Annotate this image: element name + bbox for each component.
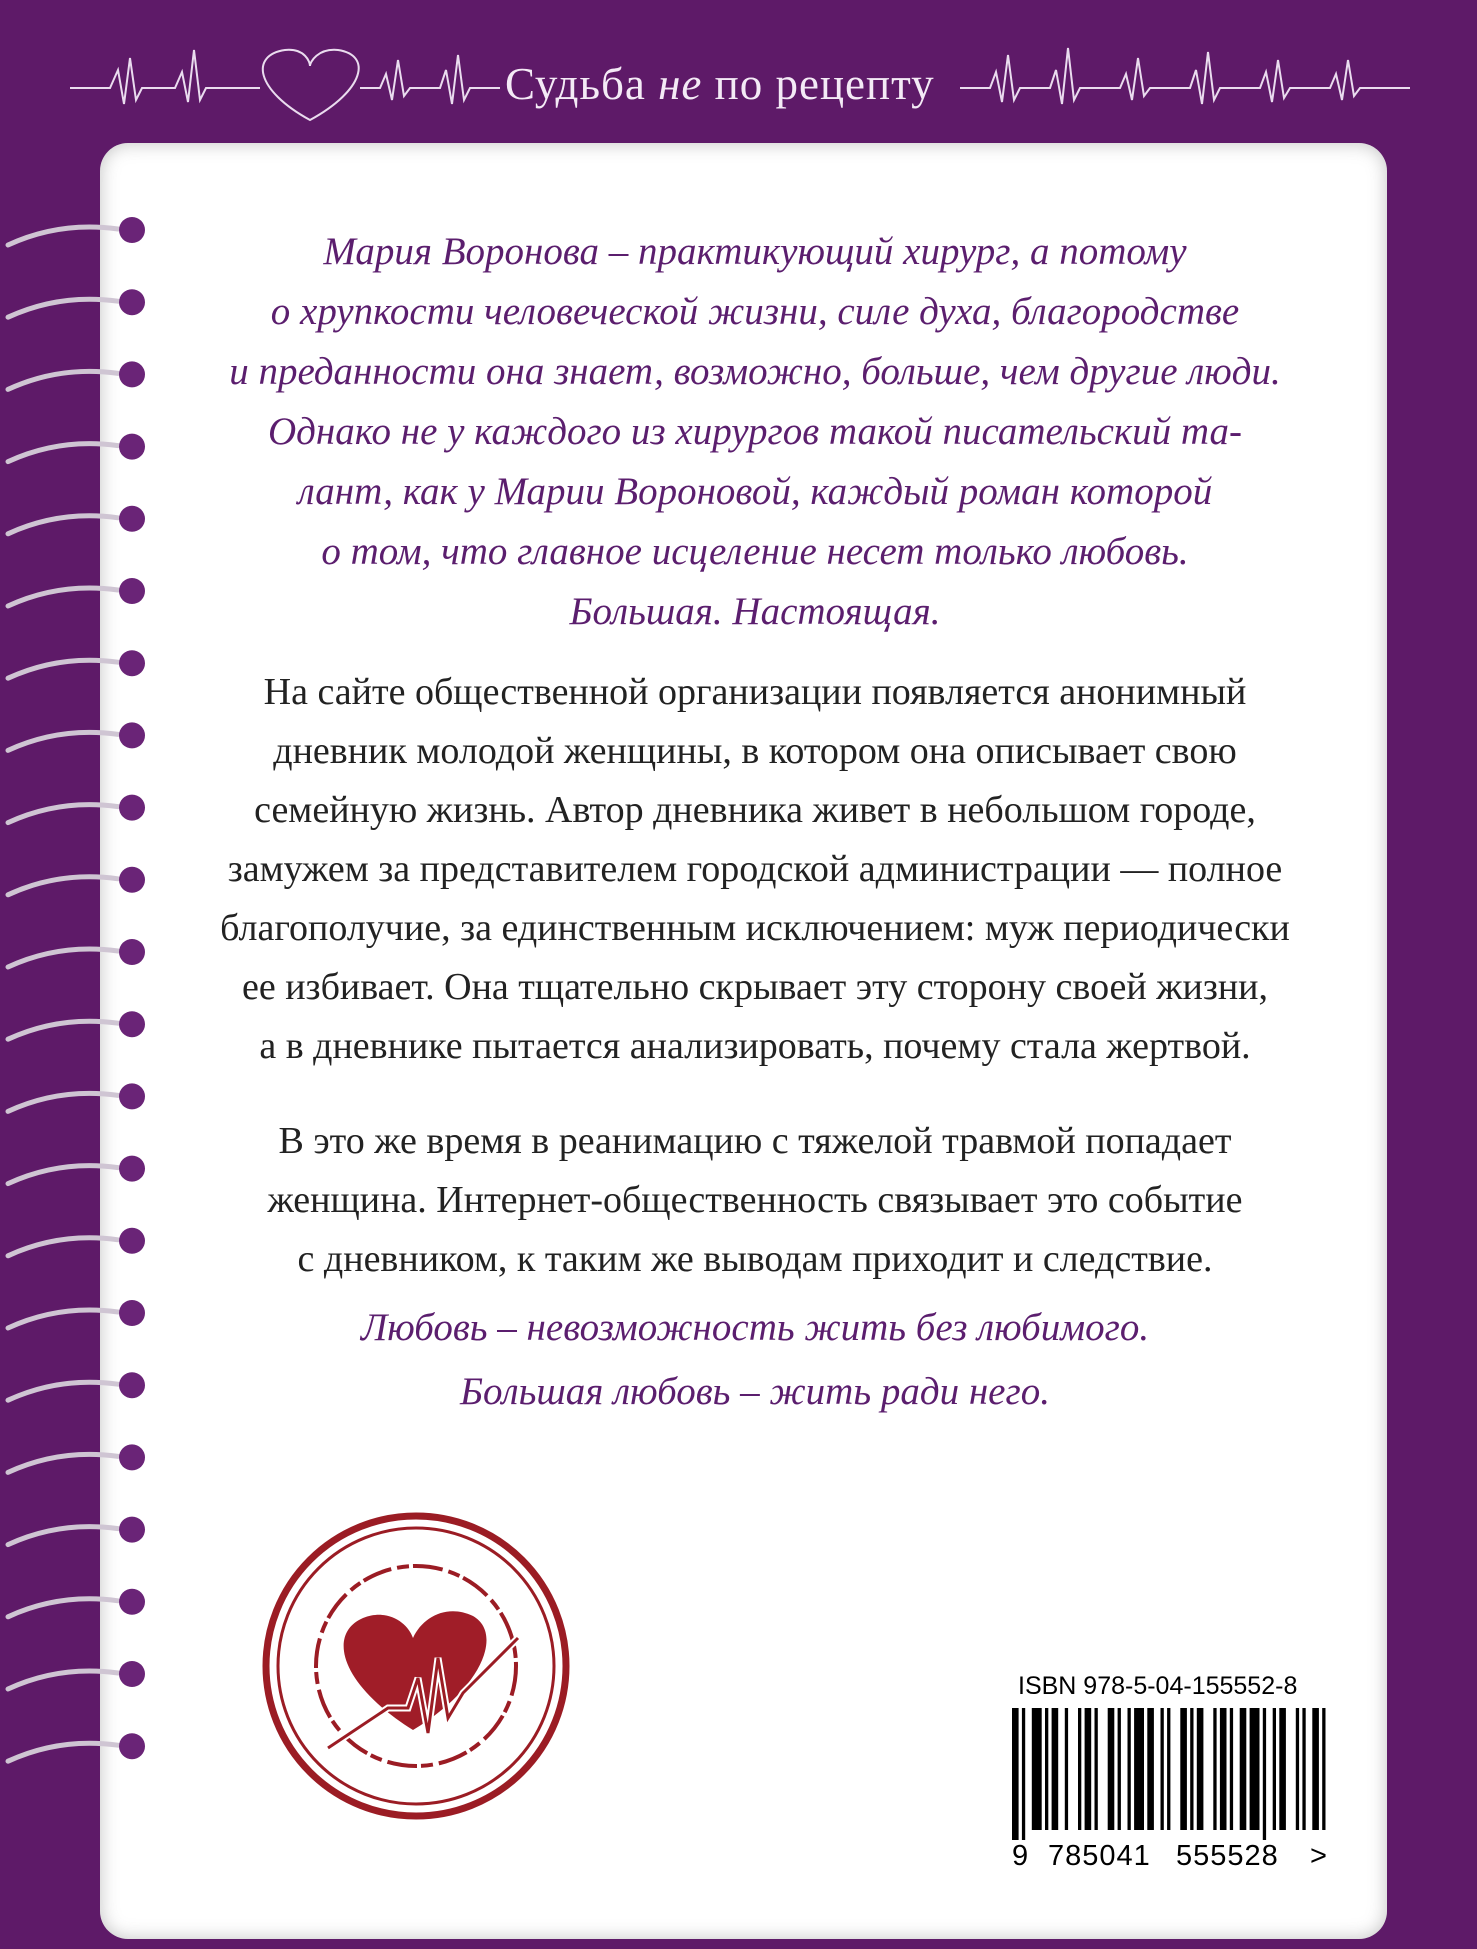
blurb-line: и преданности она знает, возможно, больше, чем другие люди. bbox=[229, 350, 1281, 393]
quote-line-2: Большая любовь – жить ради него. bbox=[460, 1370, 1050, 1413]
synopsis-paragraph-2: В это же время в реанимацию с тяжелой травмой попадает женщина. Интернет-общественность связывает это событие с дневником, к таким же выводам приходит и следствие. bbox=[267, 1120, 1243, 1280]
blurb-line: о том, что главное исцеление несет только любовь. bbox=[321, 530, 1189, 573]
author-blurb bbox=[190, 222, 1320, 642]
blurb-line: Большая. Настоящая. bbox=[569, 590, 941, 633]
closing-quote bbox=[190, 1296, 1320, 1424]
synopsis bbox=[190, 663, 1320, 1325]
blurb-line: о хрупкости человеческой жизни, силе духа, благородстве bbox=[270, 290, 1240, 333]
blurb-line: Однако не у каждого из хирургов такой писательский та- bbox=[267, 410, 1243, 453]
heart-stamp-icon bbox=[258, 1508, 574, 1824]
isbn-label: ISBN 978-5-04-155552-8 bbox=[1018, 1672, 1298, 1700]
quote-line-1: Любовь – невозможность жить без любимого. bbox=[360, 1306, 1150, 1349]
blurb-line: Мария Воронова – практикующий хирург, а потому bbox=[323, 230, 1187, 273]
barcode-icon bbox=[1010, 1708, 1332, 1840]
isbn-barcode: ISBN 978-5-04-155552-8 9 785041 555528 > bbox=[1010, 1670, 1332, 1876]
synopsis-paragraph-1: На сайте общественной организации появляется анонимный дневник молодой женщины, в котором она описывает свою семейную жизнь. Автор дневника живет в небольшом городе, замужем за представителем городской администрации — полное благополучие, за единственным исключением: муж периодически ее избивает. Она тщательно скрывает эту сторону своей жизни, а в дневнике пытается анализировать, почему стала жертвой. bbox=[220, 671, 1290, 1067]
blurb-line: лант, как у Марии Вороновой, каждый роман которой bbox=[297, 470, 1213, 513]
series-title: Судьба не по рецепту bbox=[505, 59, 935, 109]
series-header bbox=[0, 0, 1477, 140]
